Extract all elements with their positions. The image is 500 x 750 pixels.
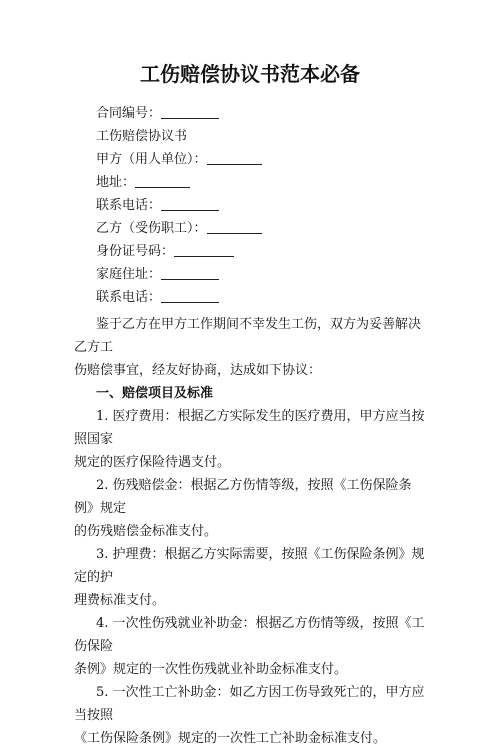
phone-a-blank[interactable] [161,196,219,211]
contract-number-blank[interactable] [161,104,219,119]
intro-paragraph [74,313,426,382]
list-item-line: 2. 伤残赔偿金：根据乙方伤情等级，按照《工伤保险条例》规定 [74,478,412,516]
list-item-line: 5. 一次性工亡补助金：如乙方因工伤导致死亡的，甲方应当按照 [74,685,425,723]
party-a-field [96,148,426,171]
home-address-blank[interactable] [161,265,219,280]
intro-line: 伤赔偿事宜，经友好协商，达成如下协议： [74,363,322,378]
list-item-line: 条例》规定的一次性伤残就业补助金标准支付。 [74,662,348,677]
phone-b-label: 联系电话： [96,290,162,305]
id-number-blank[interactable] [174,242,234,257]
id-number-label: 身份证号码： [96,244,175,259]
list-item [74,474,426,543]
intro-line: 鉴于乙方在甲方工作期间不幸发生工伤，双方为妥善解决乙方工 [74,317,422,355]
address-blank[interactable] [135,173,190,188]
list-item-line: 理费标准支付。 [74,593,166,608]
party-a-blank[interactable] [207,150,262,165]
document-title: 工伤赔偿协议书范本必备 [140,62,360,86]
party-b-label: 乙方（受伤职工）： [96,221,207,236]
party-a-label: 甲方（用人单位）： [96,152,207,167]
list-item [74,543,426,612]
list-item-line: 3. 护理费：根据乙方实际需要，按照《工伤保险条例》规定的护 [74,547,425,585]
party-b-field [96,217,426,240]
list-item-line: 规定的医疗保险待遇支付。 [74,455,231,470]
home-address-label: 家庭住址： [96,267,162,282]
list-item-line: 4. 一次性伤残就业补助金：根据乙方伤情等级，按照《工伤保险 [74,616,425,654]
phone-a-label: 联系电话： [96,198,162,213]
address-field [96,171,426,194]
phone-a-field [96,194,426,217]
id-number-field [96,240,426,263]
list-item-line: 的伤残赔偿金标准支付。 [74,524,218,539]
section-heading: 一、赔偿项目及标准 [96,386,214,401]
phone-b-blank[interactable] [161,288,219,303]
list-item-line: 《工伤保险条例》规定的一次性工亡补助金标准支付。 [74,731,387,746]
contract-number-label: 合同编号： [96,106,162,121]
document-name: 工伤赔偿协议书 [96,129,188,144]
phone-b-field [96,286,426,309]
contract-number-field [96,102,426,125]
address-label: 地址： [96,175,136,190]
list-item [74,681,426,750]
list-item-line: 1. 医疗费用：根据乙方实际发生的医疗费用，甲方应当按照国家 [74,409,425,447]
home-address-field [96,263,426,286]
list-item [74,405,426,474]
party-b-blank[interactable] [207,219,262,234]
